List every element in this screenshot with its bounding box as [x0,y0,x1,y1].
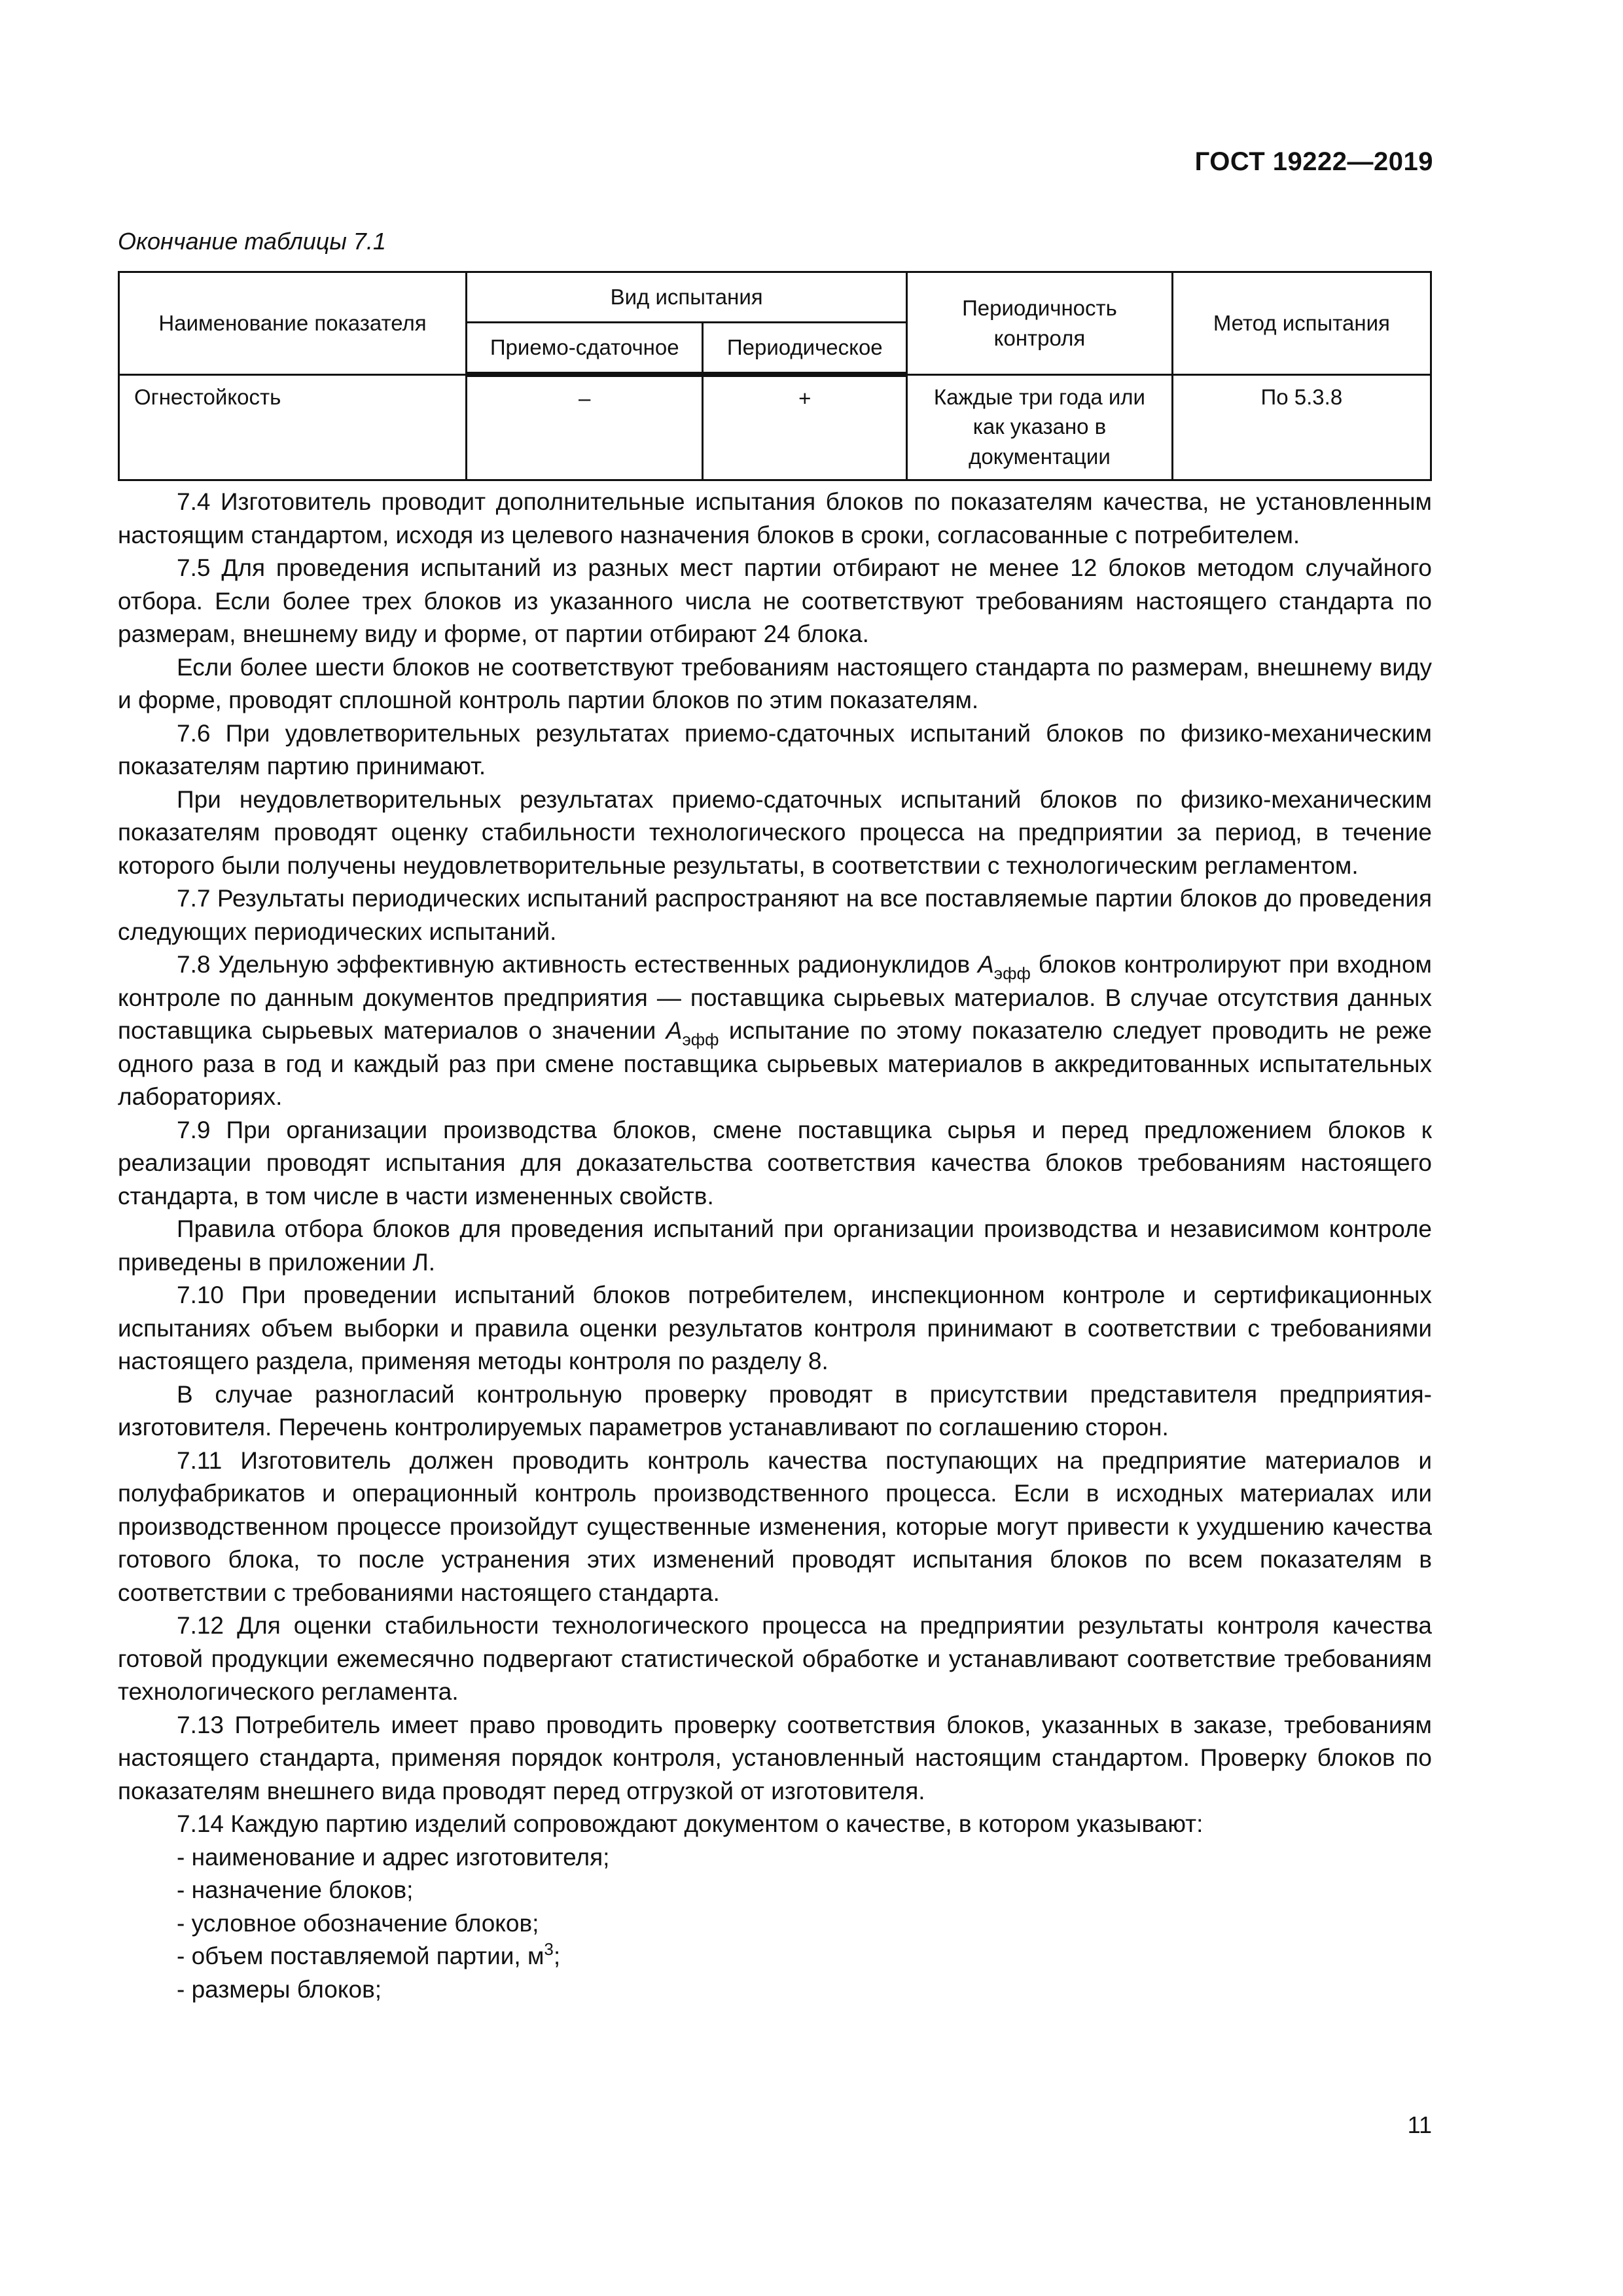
paragraph-7-6-continued: При неудовлетворительных результатах приемо-сдаточных испытаний блоков по физико-механическим показателям проводят оценку стабильности технологического процесса на предприятии за период, в течение которого были получены неудовлетворительные результаты, в соответствии с технологическим регламентом. [118,785,1432,879]
list-item-tail: ; [553,1943,561,1969]
header-test-type: Вид испытания [467,272,907,323]
table-row [119,374,1431,480]
cell-periodic: + [703,374,907,480]
paragraph-7-8-part-a: 7.8 Удельную эффективную активность естественных радионуклидов [177,951,978,978]
table-caption: Окончание таблицы 7.1 [118,228,386,255]
paragraph-7-9-continued: Правила отбора блоков для проведения испытаний при организации производства и независимом контроле приведены в приложении Л. [118,1215,1432,1276]
header-method: Метод испытания [1172,272,1431,375]
paragraph-7-5-continued: Если более шести блоков не соответствуют требованиям настоящего стандарта по размерам, внешнему виду и форме, проводят сплошной контроль партии блоков по этим показателям. [118,653,1432,713]
header-periodic: Периодическое [703,323,907,375]
body-text [118,486,1432,2006]
activity-symbol: А [978,951,994,978]
list-item: - размеры блоков; [177,1975,382,2003]
document-code: ГОСТ 19222—2019 [1194,147,1433,176]
list-item [118,1940,1432,1973]
cubic-superscript: 3 [544,1939,554,1959]
specification-table [118,271,1432,481]
header-acceptance: Приемо-сдаточное [467,323,703,375]
paragraph-7-6: 7.6 При удовлетворительных результатах приемо-сдаточных испытаний блоков по физико-механическим показателям партию принимают. [118,719,1432,780]
table-header-row [119,272,1431,323]
paragraph-7-9: 7.9 При организации производства блоков, смене поставщика сырья и перед предложением блоков к реализации проводят испытания для доказательства соответствия качества блоков требованиям настоящего стандарта, в том числе в части измененных свойств. [118,1116,1432,1210]
list-item: - назначение блоков; [177,1876,414,1903]
header-indicator-name: Наименование показателя [119,272,467,375]
activity-subscript-2: эфф [682,1030,719,1049]
paragraph-7-11: 7.11 Изготовитель должен проводить контроль качества поступающих на предприятие материалов и полуфабрикатов и операционный контроль производственного процесса. Если в исходных материалах или производственном процессе произойдут существенные изменения, которые могут привести к ухудшению качества готового блока, то после устранения этих изменений проводят испытания блоков по всем показателям в соответствии с требованиями настоящего стандарта. [118,1446,1432,1606]
paragraph-7-8 [118,948,1432,1114]
paragraph-7-4: 7.4 Изготовитель проводит дополнительные испытания блоков по показателям качества, не установленным настоящим стандартом, исходя из целевого назначения блоков в сроки, согласованные с потребителем. [118,488,1432,548]
paragraph-7-8-part-c: испытание по этому показателю следует проводить не реже одного раза в год и каждый раз при смене поставщика сырьевых материалов в аккредитованных испытательных лабораториях. [118,1017,1432,1110]
cell-frequency: Каждые три года или как указано в документации [907,374,1172,480]
page-number: 11 [1407,2111,1432,2138]
paragraph-7-7: 7.7 Результаты периодических испытаний распространяют на все поставляемые партии блоков до проведения следующих периодических испытаний. [118,885,1432,945]
paragraph-7-10-continued: В случае разногласий контрольную проверку проводят в присутствии представителя предприятия-изготовителя. Перечень контролируемых параметров устанавливают по соглашению сторон. [118,1380,1432,1441]
header-frequency: Периодичность контроля [907,272,1172,375]
paragraph-7-13: 7.13 Потребитель имеет право проводить проверку соответствия блоков, указанных в заказе, требованиям настоящего стандарта, применяя порядок контроля, установленный настоящим стандартом. Проверку блоков по показателям внешнего вида проводят перед отгрузкой от изготовителя. [118,1711,1432,1804]
paragraph-7-10: 7.10 При проведении испытаний блоков потребителем, инспекционном контроле и сертификационных испытаниях объем выборки и правила оценки результатов контроля принимают в соответствии с требованиями настоящего раздела, применяя методы контроля по разделу 8. [118,1282,1432,1374]
cell-acceptance: – [467,374,703,480]
paragraph-7-12: 7.12 Для оценки стабильности технологического процесса на предприятии результаты контроля качества готовой продукции ежемесячно подвергают статистической обработке и устанавливают соответствие требованиям технологического регламента. [118,1612,1432,1705]
paragraph-7-14: 7.14 Каждую партию изделий сопровождают документом о качестве, в котором указывают: [177,1810,1204,1837]
activity-symbol-2: А [666,1017,683,1044]
list-item: - наименование и адрес изготовителя; [177,1843,610,1871]
activity-subscript: эфф [993,963,1031,983]
list-item: - условное обозначение блоков; [177,1909,539,1937]
list-item-text: - объем поставляемой партии, м [177,1943,544,1969]
paragraph-7-5: 7.5 Для проведения испытаний из разных мест партии отбирают не менее 12 блоков методом случайного отбора. Если более трех блоков из указанного числа не соответствуют требованиям настоящего стандарта по размерам, внешнему виду и форме, от партии отбирают 24 блока. [118,554,1432,647]
paragraph-7-8-part-b: блоков контролируют при входном контроле по данным документов предприятия — поставщика сырьевых материалов. В случае отсутствия данных поставщика сырьевых материалов о значении [118,951,1432,1044]
cell-indicator-name: Огнестойкость [119,374,467,480]
cell-method: По 5.3.8 [1172,374,1431,480]
